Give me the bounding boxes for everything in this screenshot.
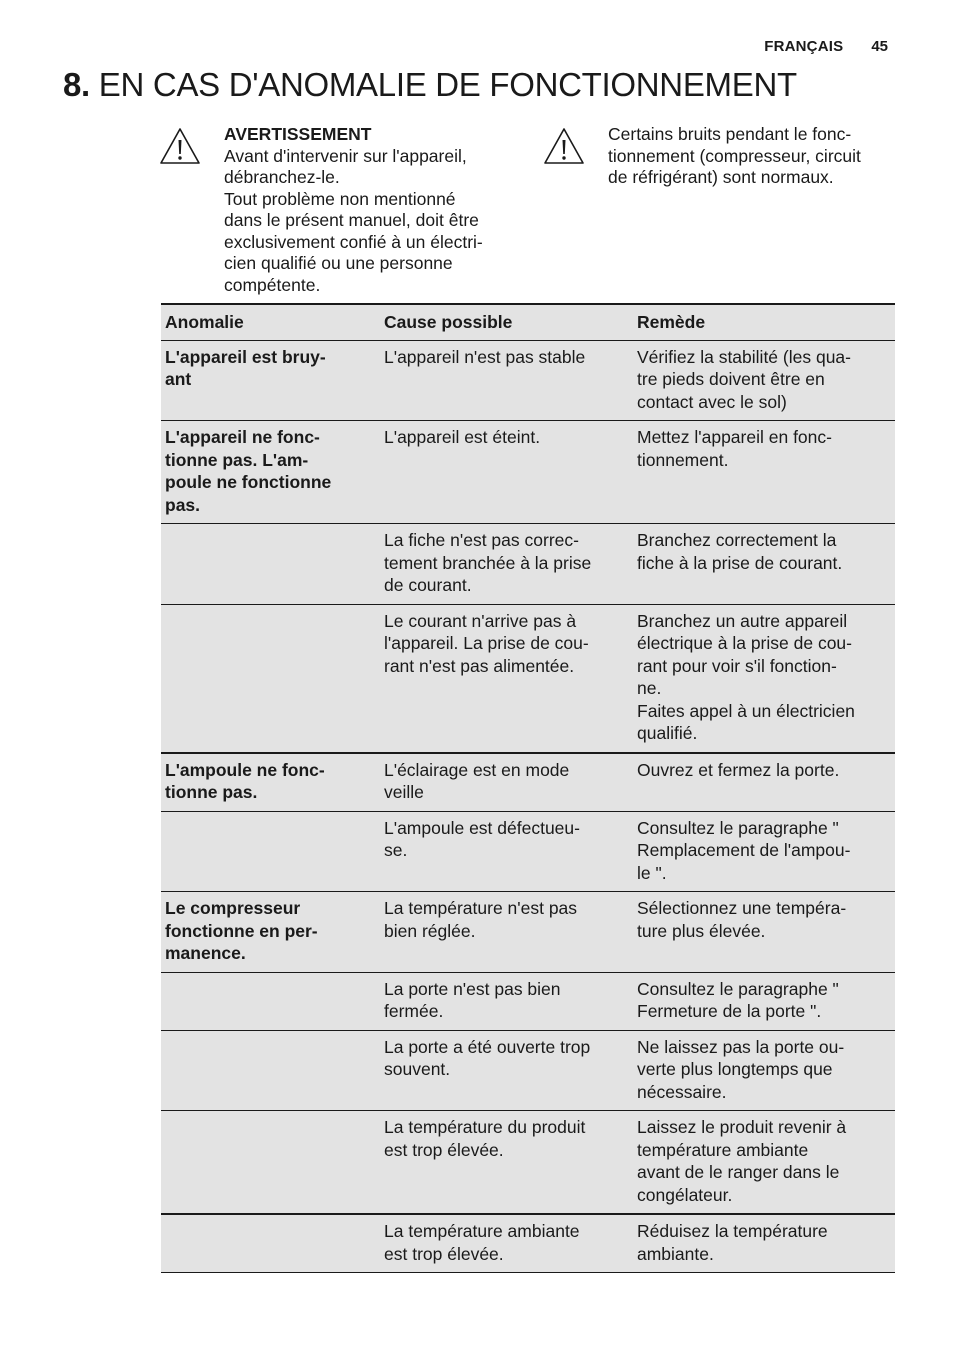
table-row [161, 1030, 895, 1111]
cell-line: Sélectionnez une tempéra- [637, 898, 847, 918]
cell-line: Consultez le paragraphe " [637, 978, 839, 999]
cell-line: ne. [637, 678, 662, 698]
warning-box-1 [158, 124, 506, 296]
warning-box-2 [542, 124, 898, 189]
cell-line: Faites appel à un électricien [637, 700, 855, 721]
cell-anomaly [161, 340, 380, 421]
table-row [161, 1111, 895, 1215]
cell-remedy [633, 1111, 895, 1215]
cell-cause [380, 892, 633, 973]
table-row [161, 892, 895, 973]
warning-line: Tout problème non mentionné [224, 188, 456, 209]
warning-line: Avant d'intervenir sur l'appareil, [224, 145, 467, 166]
header-cause: Cause possible [380, 304, 633, 340]
cell-line: Ouvrez et fermez la porte. [637, 759, 840, 780]
table-row [161, 972, 895, 1030]
table-row [161, 811, 895, 892]
cell-remedy [633, 811, 895, 892]
table-row [161, 421, 895, 524]
table-row [161, 524, 895, 605]
cell-anomaly [161, 604, 380, 753]
cell-anomaly [161, 892, 380, 973]
cell-line: La température du produit [384, 1117, 586, 1137]
warning-text-2 [608, 124, 898, 189]
cell-line: congélateur. [637, 1184, 733, 1205]
cell-line: tionnement. [637, 449, 729, 470]
cell-line: La température n'est pas [384, 898, 578, 918]
warning-line: débranchez-le. [224, 167, 340, 187]
cell-remedy [633, 972, 895, 1030]
table-row [161, 753, 895, 812]
cell-anomaly [161, 524, 380, 605]
cell-line: ture plus élevée. [637, 920, 766, 941]
warning-line: exclusivement confié à un électri- [224, 231, 483, 252]
cell-line: fiche à la prise de courant. [637, 552, 843, 573]
cell-line: nécessaire. [637, 1081, 727, 1102]
warning-line: Certains bruits pendant le fonc- [608, 124, 852, 144]
cell-cause [380, 753, 633, 812]
cell-line: température ambiante [637, 1139, 809, 1160]
cell-line: Branchez correctement la [637, 530, 837, 550]
warning-line: compétente. [224, 274, 321, 295]
cell-anomaly [161, 1030, 380, 1111]
cell-line: La fiche n'est pas correc- [384, 530, 579, 550]
page-header [764, 38, 888, 55]
cell-line: qualifié. [637, 723, 698, 743]
cell-line: La porte a été ouverte trop [384, 1036, 591, 1057]
language-label: FRANÇAIS [764, 38, 844, 55]
cell-cause [380, 524, 633, 605]
cell-line: verte plus longtemps que [637, 1059, 833, 1079]
cell-remedy [633, 1214, 895, 1273]
troubleshooting-table [161, 303, 895, 1273]
cell-line: Laissez le produit revenir à [637, 1117, 847, 1137]
section-title-text: EN CAS D'ANOMALIE DE FONCTIONNEMENT [98, 66, 797, 103]
cell-line: fonctionne en per- [165, 920, 318, 941]
cell-line: tionne pas. L'am- [165, 449, 309, 470]
cell-remedy [633, 892, 895, 973]
cell-line: rant pour voir s'il fonction- [637, 655, 837, 676]
cell-line: tionne pas. [165, 782, 258, 802]
cell-line: contact avec le sol) [637, 391, 787, 412]
cell-line: se. [384, 840, 408, 860]
cell-line: fermée. [384, 1001, 444, 1021]
cell-remedy [633, 524, 895, 605]
cell-line: L'ampoule est défectueu- [384, 817, 580, 838]
cell-line: Ne laissez pas la porte ou- [637, 1036, 845, 1057]
cell-line: est trop élevée. [384, 1139, 504, 1160]
cell-line: L'appareil ne fonc- [165, 427, 320, 447]
cell-line: L'éclairage est en mode [384, 759, 570, 780]
cell-line: Remplacement de l'ampou- [637, 840, 851, 860]
cell-line: Branchez un autre appareil [637, 610, 848, 631]
cell-line: Mettez l'appareil en fonc- [637, 427, 832, 447]
header-remedy: Remède [633, 304, 895, 340]
cell-line: avant de le ranger dans le [637, 1162, 840, 1182]
cell-line: veille [384, 782, 424, 802]
cell-line: Le compresseur [165, 898, 301, 918]
table-row [161, 604, 895, 753]
cell-remedy [633, 421, 895, 524]
cell-line: La température ambiante [384, 1221, 580, 1241]
cell-line: L'appareil est bruy- [165, 346, 326, 367]
warning-triangle-icon [158, 126, 202, 166]
cell-line: rant n'est pas alimentée. [384, 655, 575, 676]
cell-line: le ". [637, 862, 667, 883]
table-header-row [161, 304, 895, 340]
cell-line: bien réglée. [384, 920, 476, 941]
cell-line: Fermeture de la porte ". [637, 1001, 822, 1021]
cell-line: est trop élevée. [384, 1243, 504, 1264]
cell-cause [380, 1111, 633, 1215]
cell-cause [380, 340, 633, 421]
section-title [63, 66, 797, 104]
cell-line: L'ampoule ne fonc- [165, 759, 325, 780]
cell-line: poule ne fonctionne [165, 472, 332, 492]
cell-cause [380, 972, 633, 1030]
cell-anomaly [161, 811, 380, 892]
cell-line: ant [165, 369, 192, 389]
warning-line: dans le présent manuel, doit être [224, 210, 479, 230]
cell-remedy [633, 604, 895, 753]
cell-line: Consultez le paragraphe " [637, 817, 839, 838]
cell-cause [380, 604, 633, 753]
cell-line: de courant. [384, 575, 472, 595]
cell-line: ambiante. [637, 1243, 714, 1264]
cell-anomaly [161, 1111, 380, 1215]
warning-line: cien qualifié ou une personne [224, 253, 453, 273]
header-anomaly: Anomalie [161, 304, 380, 340]
cell-line: L'appareil n'est pas stable [384, 346, 586, 367]
cell-line: électrique à la prise de cou- [637, 633, 852, 653]
cell-anomaly [161, 972, 380, 1030]
cell-line: Le courant n'arrive pas à [384, 610, 577, 631]
cell-remedy [633, 1030, 895, 1111]
cell-line: l'appareil. La prise de cou- [384, 633, 589, 653]
cell-cause [380, 1030, 633, 1111]
cell-line: La porte n'est pas bien [384, 978, 561, 999]
warning-label: AVERTISSEMENT [224, 124, 372, 144]
cell-remedy [633, 753, 895, 812]
warning-line: tionnement (compresseur, circuit [608, 145, 861, 166]
cell-line: Réduisez la température [637, 1221, 828, 1241]
cell-anomaly [161, 753, 380, 812]
cell-line: L'appareil est éteint. [384, 427, 541, 447]
cell-line: tement branchée à la prise [384, 552, 592, 573]
cell-cause [380, 811, 633, 892]
cell-anomaly [161, 1214, 380, 1273]
cell-remedy [633, 340, 895, 421]
cell-cause [380, 421, 633, 524]
warning-triangle-icon [542, 126, 586, 166]
cell-line: souvent. [384, 1059, 451, 1079]
cell-line: Vérifiez la stabilité (les qua- [637, 346, 851, 367]
page-number: 45 [871, 38, 888, 55]
table-row [161, 1214, 895, 1273]
warning-line: de réfrigérant) sont normaux. [608, 167, 834, 187]
cell-line: pas. [165, 494, 201, 515]
warning-text-1 [224, 124, 506, 296]
table-row [161, 340, 895, 421]
cell-line: tre pieds doivent être en [637, 369, 825, 389]
section-number: 8. [63, 66, 90, 103]
cell-line: manence. [165, 943, 246, 963]
cell-cause [380, 1214, 633, 1273]
cell-anomaly [161, 421, 380, 524]
